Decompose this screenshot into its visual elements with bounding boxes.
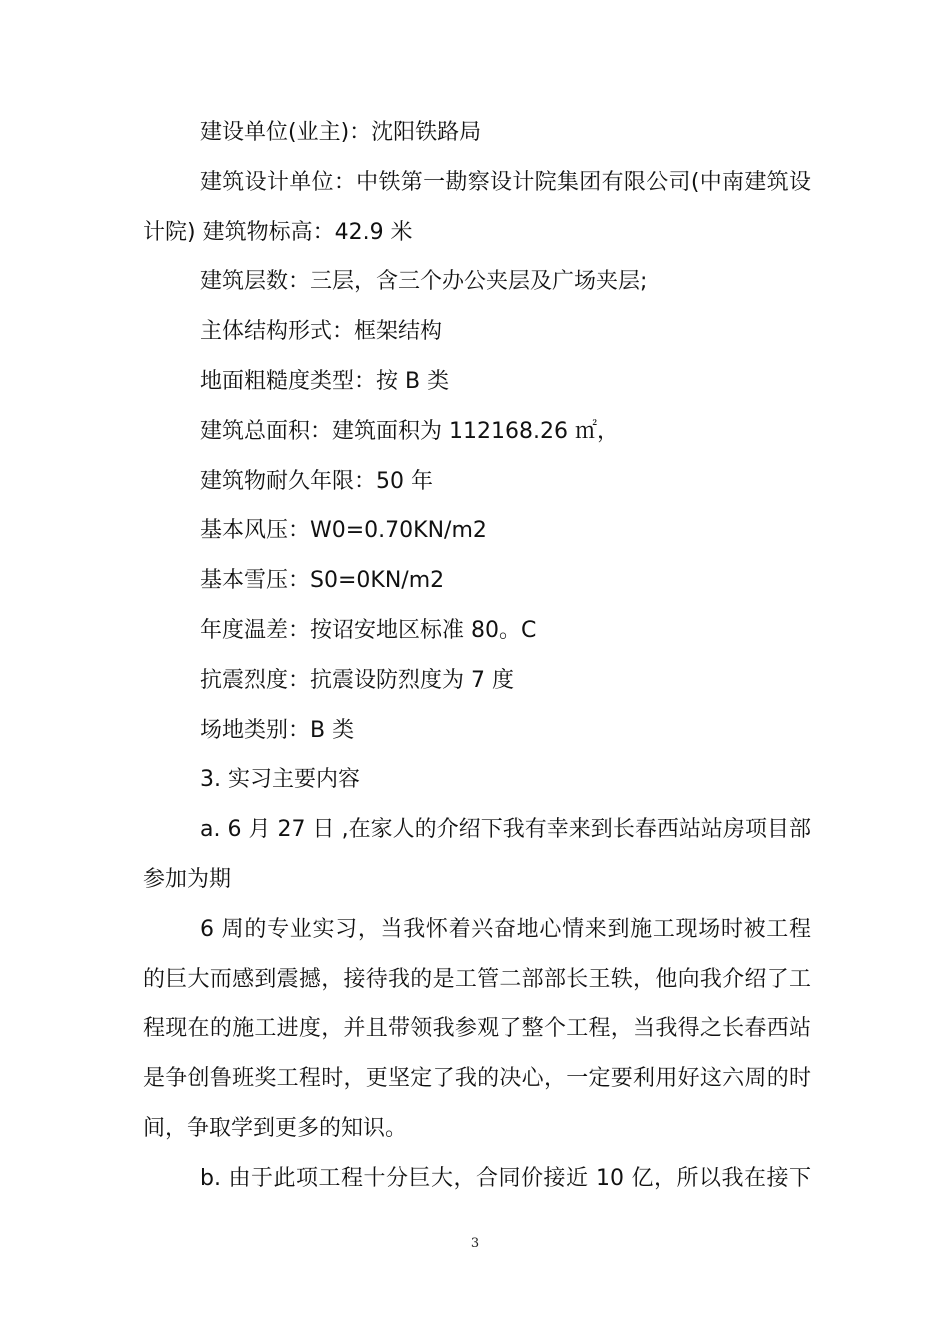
page-number: 3 — [470, 1236, 480, 1251]
line-site-class: 场地类别：B 类 — [200, 717, 355, 743]
line-structure: 主体结构形式：框架结构 — [200, 319, 443, 345]
line-roughness: 地面粗糙度类型：按 B 类 — [200, 368, 450, 394]
paragraph-6-line-2: 的巨大而感到震撼，接待我的是工管二部部长王轶，他向我介绍了工 — [143, 966, 811, 992]
line-total-area: 建筑总面积：建筑面积为 112168.26 ㎡， — [200, 418, 619, 444]
line-temperature: 年度温差：按诏安地区标准 80。C — [200, 617, 537, 643]
line-owner: 建设单位(业主)：沈阳铁路局 — [200, 120, 482, 145]
paragraph-6-line-3: 程现在的施工进度，并且带领我参观了整个工程，当我得之长春西站 — [143, 1016, 811, 1042]
line-seismic: 抗震烈度：抗震设防烈度为 7 度 — [200, 667, 514, 693]
body-text — [143, 108, 811, 1204]
line-durability: 建筑物耐久年限：50 年 — [200, 468, 433, 494]
line-design-unit: 建筑设计单位：中铁第一勘察设计院集团有限公司(中南建筑设 — [200, 169, 811, 195]
paragraph-6-line-4: 是争创鲁班奖工程时，更坚定了我的决心，一定要利用好这六周的时 — [143, 1066, 811, 1092]
paragraph-a-line-2: 参加为期 — [143, 866, 232, 892]
line-snow-pressure: 基本雪压：S0=0KN/m2 — [200, 568, 445, 594]
paragraph-a-line-1: a. 6 月 27 日 ,在家人的介绍下我有幸来到长春西站站房项目部 — [200, 817, 811, 843]
paragraph-6-line-5: 间，争取学到更多的知识。 — [143, 1115, 408, 1141]
paragraph-b-line-1: b. 由于此项工程十分巨大，合同价接近 10 亿，所以我在接下 — [200, 1165, 811, 1191]
line-design-unit-cont: 计院) 建筑物标高：42.9 米 — [143, 219, 413, 245]
section-heading: 3. 实习主要内容 — [200, 767, 360, 793]
line-floors: 建筑层数：三层，含三个办公夹层及广场夹层; — [200, 269, 648, 295]
paragraph-6-line-1: 6 周的专业实习，当我怀着兴奋地心情来到施工现场时被工程 — [200, 916, 811, 942]
line-wind-pressure: 基本风压：W0=0.70KN/m2 — [200, 518, 487, 544]
